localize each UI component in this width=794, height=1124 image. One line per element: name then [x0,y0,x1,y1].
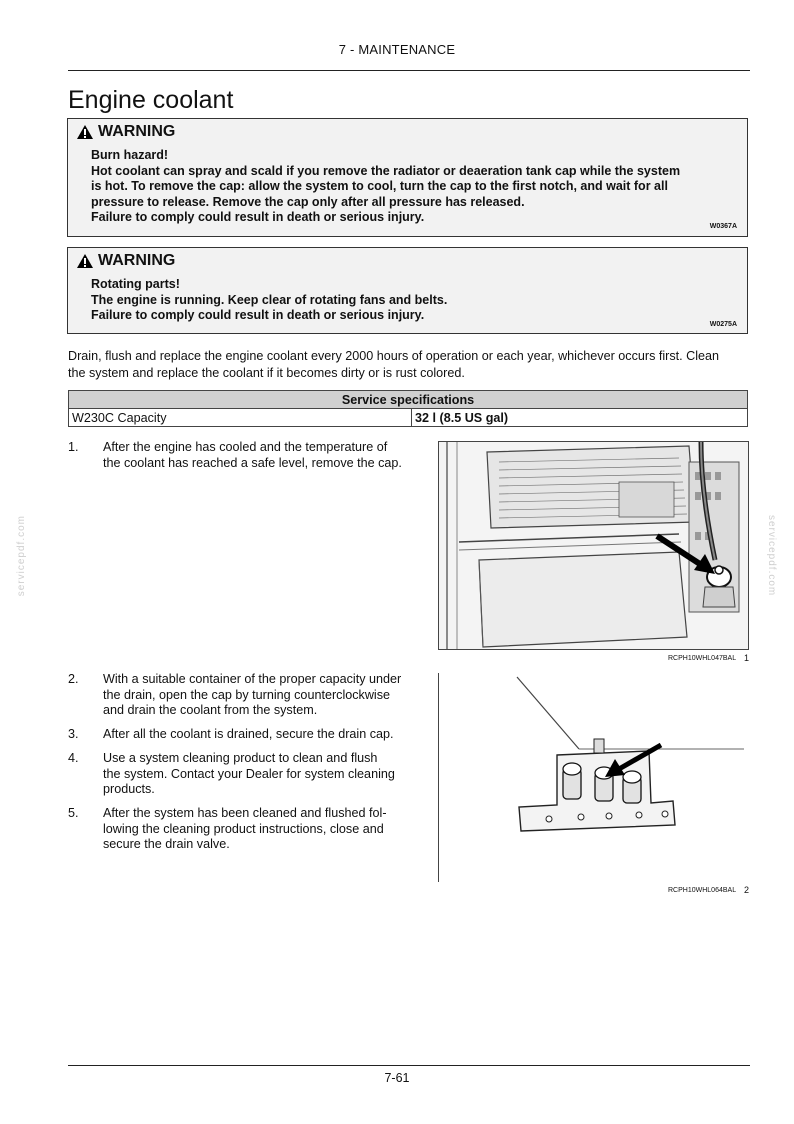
watermark-right: servicepdf.com [766,515,777,597]
intro-line: the system and replace the coolant if it becomes dirty or is rust colored. [68,365,465,380]
footer-rule [68,1065,750,1066]
page-number: 7-61 [384,1071,410,1085]
figure-number: 2 [744,885,750,895]
step-line: and drain the coolant from the system. [103,703,318,717]
engine-compartment-illustration [439,442,748,649]
warning-heading [76,252,175,270]
procedure-steps [68,440,410,860]
warning-line: Burn hazard! [91,148,169,162]
step-line: After the system has been cleaned and flushed fol- [103,806,387,820]
spec-label: W230C Capacity [69,409,412,427]
step-number: 3. [68,727,79,741]
warning-label: WARNING [98,252,176,269]
figure-drain-valve [438,673,749,882]
step-line: products. [103,782,155,796]
step-number: 4. [68,751,79,765]
step-line: Use a system cleaning product to clean and flush [103,751,378,765]
step-line: secure the drain valve. [103,837,230,851]
warning-triangle-icon [76,124,94,140]
warning-line: is hot. To remove the cap: allow the system to cool, turn the cap to the first notch, and wait for all [91,179,668,193]
warning-line: Rotating parts! [91,277,180,291]
spec-value: 32 l (8.5 US gal) [412,409,748,427]
warning-label: WARNING [98,123,176,140]
step-line: After all the coolant is drained, secure the drain cap. [103,727,394,741]
warning-box-rotating [67,247,748,334]
header-rule [68,70,750,71]
warning-triangle-icon [76,253,94,269]
warning-line: Hot coolant can spray and scald if you remove the radiator or deaeration tank cap while the system [91,163,681,178]
warning-heading [76,123,175,141]
step-line: After the engine has cooled and the temperature of [103,440,388,454]
warning-line: Failure to comply could result in death or serious injury. [91,308,425,322]
figure-caption: RCPH10WHL064BAL [668,887,737,894]
step-number: 5. [68,806,79,820]
warning-box-burn [67,118,748,237]
step-line: the coolant has reached a safe level, remove the cap. [103,455,402,470]
service-spec-table [68,390,748,427]
warning-line: The engine is running. Keep clear of rotating fans and belts. [91,292,448,307]
warning-line: Failure to comply could result in death or serious injury. [91,210,425,224]
section-header: 7 - MAINTENANCE [338,42,456,57]
warning-code: W0367A [709,223,737,230]
intro-paragraph [68,348,750,381]
step-line: the drain, open the cap by turning counterclockwise [103,687,391,702]
warning-line: pressure to release. Remove the cap only after all pressure has released. [91,194,525,209]
page-title: Engine coolant [68,86,234,114]
step-line: With a suitable container of the proper capacity under [103,672,402,686]
figure-number: 1 [744,653,750,663]
warning-code: W0275A [709,321,737,328]
watermark-left: servicepdf.com [16,515,27,597]
figure-caption: RCPH10WHL047BAL [668,655,737,662]
step-line: the system. Contact your Dealer for system cleaning [103,766,395,781]
intro-line: Drain, flush and replace the engine coolant every 2000 hours of operation or each year, whichever occurs first. Clean [68,349,720,363]
step-number: 2. [68,672,79,686]
spec-table-header: Service specifications [69,391,748,409]
step-number: 1. [68,440,79,454]
figure-engine-compartment [438,441,749,650]
drain-valve-illustration [439,673,750,882]
step-line: lowing the cleaning product instructions, close and [103,821,384,836]
